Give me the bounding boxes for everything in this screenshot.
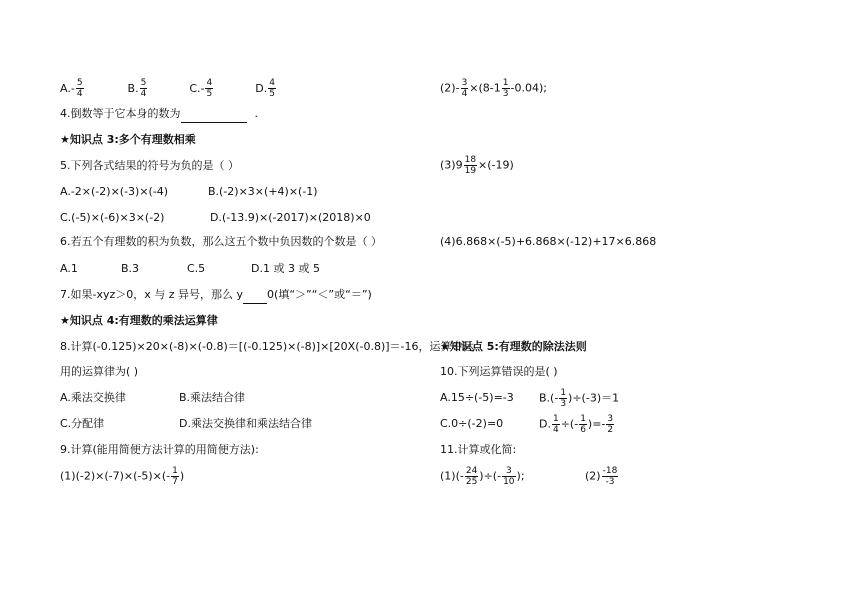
question-11-part-2: (2) $\frac{-18}{-3}$ [585,466,618,487]
question-8-option-b: B.乘法结合律 [179,391,246,404]
question-6-option-c: C.5 [187,262,206,275]
question-11-stem: 11.计算或化简: [440,443,517,456]
question-6-option-d: D.1 或 3 或 5 [251,262,320,275]
question-5-option-c: C.(-5)×(-6)×3×(-2) [60,211,165,224]
answer-blank[interactable] [181,106,247,123]
question-6-stem: 6.若五个有理数的积为负数，那么这五个数中负因数的个数是（ ） [60,235,382,248]
question-10-stem: 10.下列运算错误的是( ) [440,365,558,378]
option-c: C.- $\frac{4}{5}$ [189,78,213,99]
question-7: 7.如果-xyz＞0，x 与 z 异号，那么 y 0(填“＞”“＜”或“＝”) [60,287,372,304]
question-3-options [60,78,277,99]
knowledge-point-4: ★知识点 4:有理数的乘法运算律 [60,314,218,327]
option-a: A.- $\frac{5}{4}$ [60,78,83,99]
question-5-option-a: A.-2×(-2)×(-3)×(-4) [60,185,169,198]
question-5-stem: 5.下列各式结果的符号为负的是（ ） [60,159,239,172]
question-9-part-2: (2)- $\frac{3}{4}$ ×(8-1 $\frac{1}{3}$ -0.04); [440,78,547,99]
question-5-option-d: D.(-13.9)×(-2017)×(2018)×0 [210,211,371,224]
question-8-option-c: C.分配律 [60,417,105,430]
knowledge-point-5: ★知识点 5:有理数的除法法则 [440,340,587,353]
question-10-option-a: A.15÷(-5)=-3 [440,391,514,404]
question-8-option-a: A.乘法交换律 [60,391,126,404]
answer-blank[interactable] [243,287,267,304]
question-9-part-4: (4)6.868×(-5)+6.868×(-12)+17×6.868 [440,235,657,248]
question-8-line-1: 8.计算(-0.125)×20×(-8)×(-0.8)＝[(-0.125)×(-8)]×[20X(-0.8)]＝-16，运算中运 [60,340,474,353]
question-6-option-a: A.1 [60,262,78,275]
question-10-option-b: B.(- $\frac{1}{3}$ )÷(-3)＝1 [539,388,620,409]
question-11-part-1: (1)(- $\frac{24}{25}$ )÷(- $\frac{3}{10}$ ); [440,466,525,487]
option-b: B. $\frac{5}{4}$ [127,78,147,99]
question-10-option-c: C.0÷(-2)=0 [440,417,504,430]
question-9-part-3: (3)9 $\frac{18}{19}$ ×(-19) [440,155,514,176]
option-d: D. $\frac{4}{5}$ [255,78,275,99]
question-6-option-b: B.3 [121,262,140,275]
question-9-stem: 9.计算(能用简便方法计算的用简便方法): [60,443,259,456]
question-8-option-d: D.乘法交换律和乘法结合律 [179,417,312,430]
question-9-part-1: (1)(-2)×(-7)×(-5)×(- $\frac{1}{7}$ ) [60,466,185,487]
knowledge-point-3: ★知识点 3:多个有理数相乘 [60,133,196,146]
question-4: 4.倒数等于它本身的数为 . [60,106,258,123]
question-10-option-d: D. $\frac{1}{4}$ ÷(- $\frac{1}{6}$ )=- $\frac{3}{2}$ [539,414,614,435]
question-5-option-b: B.(-2)×3×(+4)×(-1) [208,185,318,198]
question-8-line-2: 用的运算律为( ) [60,365,139,378]
